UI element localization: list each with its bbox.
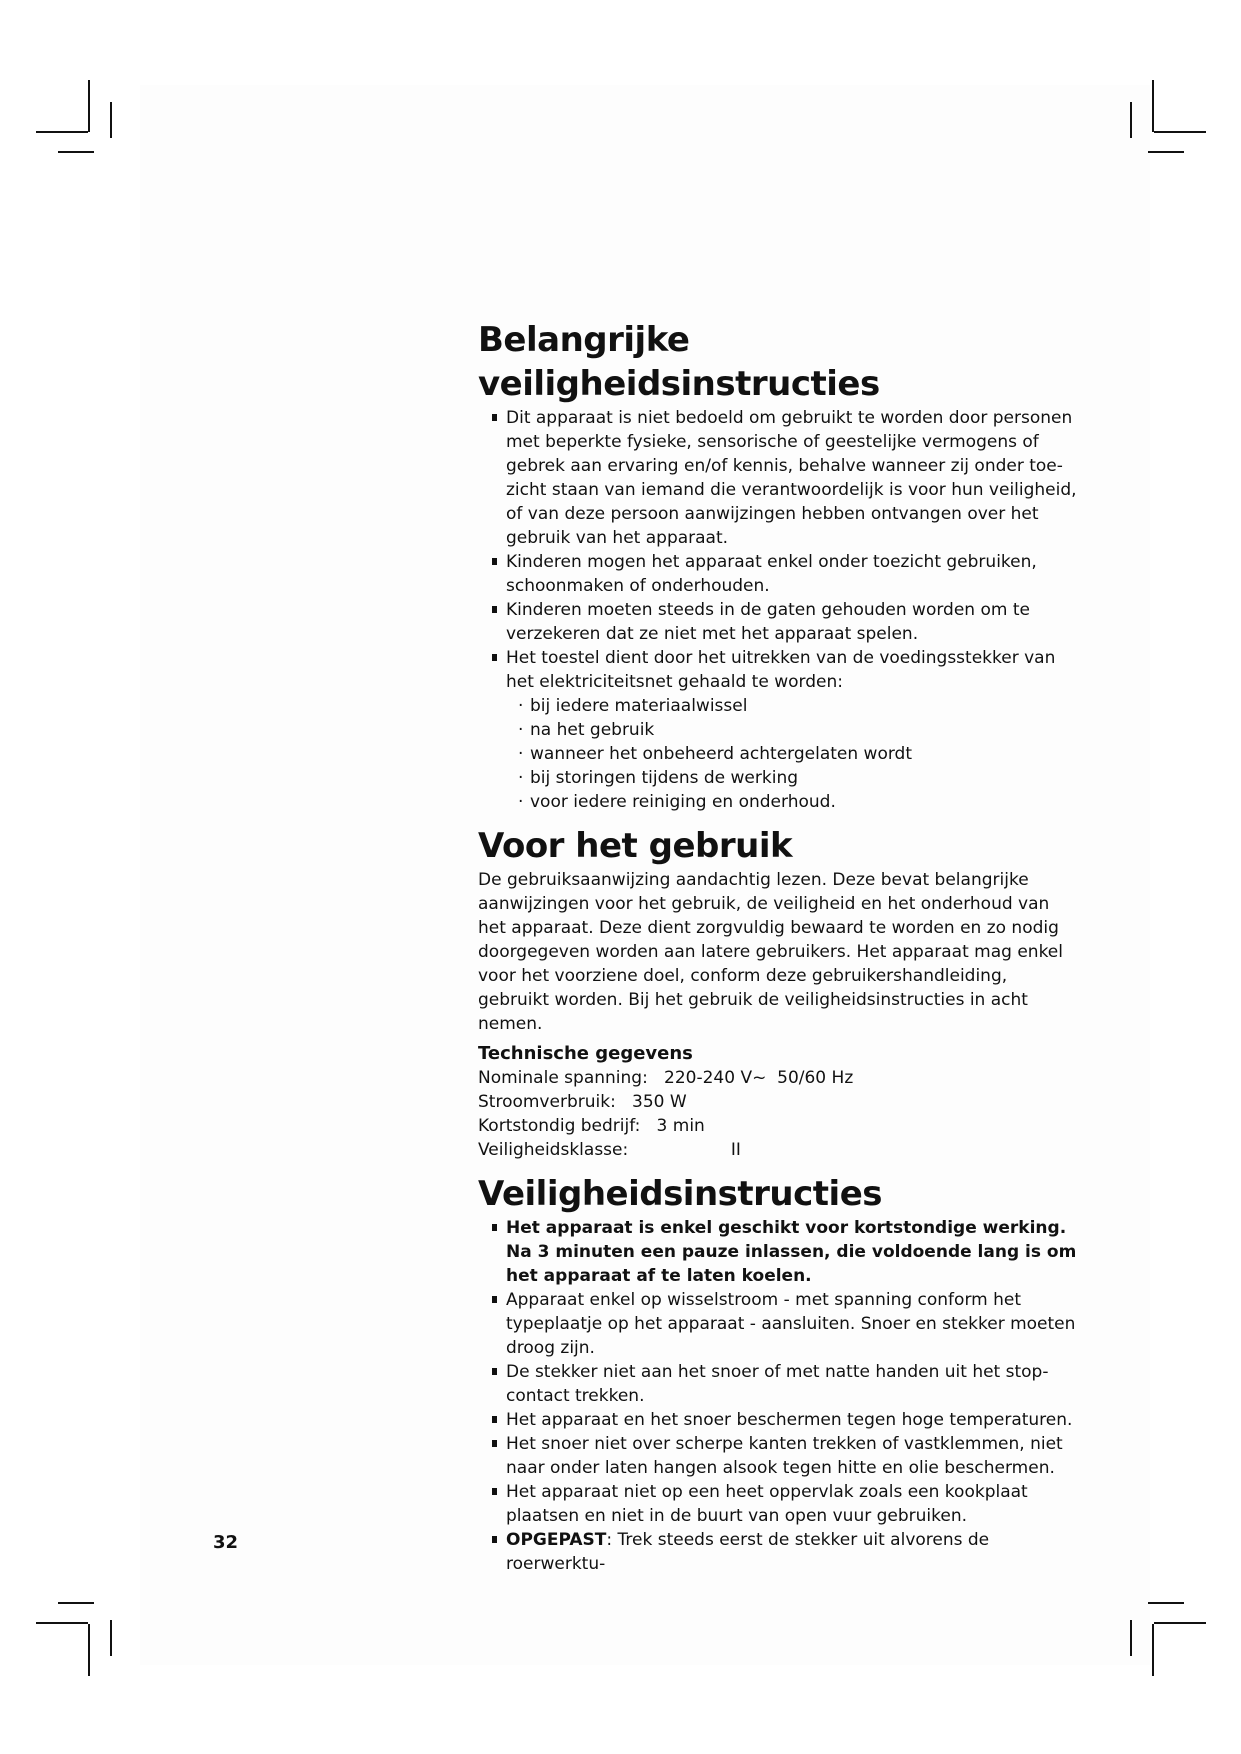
crop-mark bbox=[36, 131, 88, 133]
list-item: Kinderen moeten steeds in de gaten gehouden worden om te verzekeren dat ze niet met het apparaat spelen. bbox=[492, 598, 1078, 646]
sub-list-item: · na het gebruik bbox=[518, 718, 1078, 742]
spec-power: Stroomverbruik: 350 W bbox=[478, 1092, 687, 1112]
sub-list-item: · bij storingen tijdens de werking bbox=[518, 766, 1078, 790]
list-item: Het apparaat en het snoer beschermen tegen hoge temperaturen. bbox=[492, 1408, 1078, 1432]
list-item: Dit apparaat is niet bedoeld om gebruikt te worden door personen met beperkte fysieke, sensorische of geestelijke vermogens of gebrek aan ervaring en/of kennis, behalve wanneer zij onder toe-zicht staan van iemand die verantwoordelijk is voor hun veiligheid, of van deze persoon aanwijzingen hebben ontvangen over het gebruik van het apparaat. bbox=[492, 406, 1078, 550]
unplug-conditions-list bbox=[518, 694, 1078, 814]
important-safety-list bbox=[492, 406, 1078, 694]
list-item: Het apparaat is enkel geschikt voor kortstondige werking. Na 3 minuten een pauze inlassen, die voldoende lang is om het apparaat af te laten koelen. bbox=[492, 1216, 1078, 1288]
heading-before-use: Voor het gebruik bbox=[478, 826, 793, 866]
list-item: Het snoer niet over scherpe kanten trekken of vastklemmen, niet naar onder laten hangen alsook tegen hitte en olie beschermen. bbox=[492, 1432, 1078, 1480]
warning-text: : Trek steeds eerst de stekker uit alvorens de roerwerktu- bbox=[506, 1530, 990, 1574]
before-use-paragraph: De gebruiksaanwijzing aandachtig lezen. Deze bevat belangrijke aanwijzingen voor het gebruik, de veiligheid en het onderhoud van het apparaat. Deze dient zorgvuldig bewaard te worden en zo nodig doorgegeven worden aan latere gebruikers. Het apparaat mag enkel voor het voorziene doel, conform deze gebruikershandleiding, gebruikt worden. Bij het gebruik de veiligheidsinstructies in acht nemen. bbox=[478, 870, 1063, 1034]
crop-mark bbox=[1130, 1620, 1132, 1656]
crop-mark bbox=[110, 102, 112, 138]
crop-mark bbox=[88, 1624, 90, 1676]
warning-label: OPGEPAST bbox=[506, 1530, 607, 1550]
crop-mark bbox=[1152, 1624, 1154, 1676]
crop-mark bbox=[88, 80, 90, 132]
list-item: Kinderen mogen het apparaat enkel onder toezicht gebruiken, schoonmaken of onderhouden. bbox=[492, 550, 1078, 598]
crop-mark bbox=[58, 1602, 94, 1604]
crop-mark bbox=[1154, 131, 1206, 133]
heading-technical-data: Technische gegevens bbox=[478, 1043, 693, 1064]
sub-list-item: · voor iedere reiniging en onderhoud. bbox=[518, 790, 1078, 814]
crop-mark bbox=[58, 151, 94, 153]
sub-list-item: · wanneer het onbeheerd achtergelaten wordt bbox=[518, 742, 1078, 766]
crop-mark bbox=[1154, 1622, 1206, 1624]
crop-mark bbox=[1152, 80, 1154, 132]
spec-safety-class: Veiligheidsklasse: II bbox=[478, 1140, 741, 1160]
list-item: De stekker niet aan het snoer of met natte handen uit het stop-contact trekken. bbox=[492, 1360, 1078, 1408]
page-number: 32 bbox=[213, 1532, 239, 1553]
safety-list bbox=[492, 1216, 1078, 1576]
spec-voltage: Nominale spanning: 220-240 V~ 50/60 Hz bbox=[478, 1068, 854, 1088]
crop-mark bbox=[1148, 1602, 1184, 1604]
list-item: Apparaat enkel op wisselstroom - met spanning conform het typeplaatje op het apparaat - aansluiten. Snoer en stekker moeten droog zijn. bbox=[492, 1288, 1078, 1360]
list-item: Het toestel dient door het uitrekken van de voedingsstekker van het elektriciteitsnet gehaald te worden: bbox=[492, 646, 1078, 694]
crop-mark bbox=[110, 1620, 112, 1656]
main-content bbox=[478, 318, 1078, 1576]
crop-mark bbox=[36, 1622, 88, 1624]
heading-safety-instructions: Veiligheidsinstructies bbox=[478, 1174, 882, 1214]
sub-list-item: · bij iedere materiaalwissel bbox=[518, 694, 1078, 718]
heading-important-safety: Belangrijke veiligheidsinstructies bbox=[478, 320, 880, 404]
crop-mark bbox=[1130, 102, 1132, 138]
list-item bbox=[492, 1528, 1078, 1576]
list-item: Het apparaat niet op een heet oppervlak zoals een kookplaat plaatsen en niet in de buurt van open vuur gebruiken. bbox=[492, 1480, 1078, 1528]
crop-mark bbox=[1148, 151, 1184, 153]
spec-duty: Kortstondig bedrijf: 3 min bbox=[478, 1116, 705, 1136]
